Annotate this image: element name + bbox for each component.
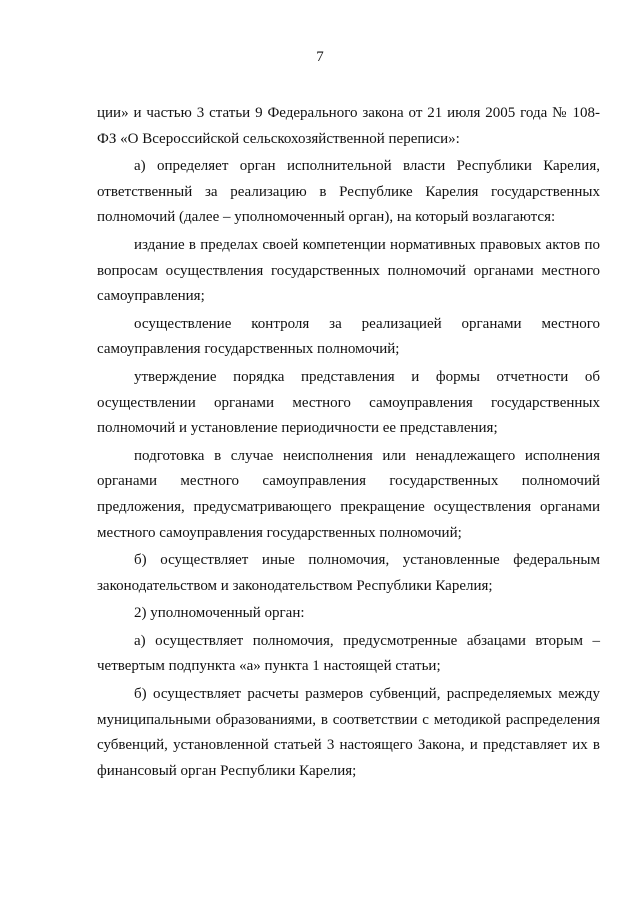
paragraph-duty-control: осуществление контроля за реализацией органами местного самоуправления государственных полномочий; [97, 315, 600, 358]
paragraph-continuation: ции» и частью 3 статьи 9 Федерального закона от 21 июля 2005 года № 108-ФЗ «О Всероссийской сельскохозяйственной переписи»: [97, 105, 600, 147]
paragraph-duty-reporting: утверждение порядка представления и формы отчетности об осуществлении органами местного самоуправления государственных полномочий и установление периодичности ее представления; [97, 368, 600, 437]
paragraph-duty-termination-proposal: подготовка в случае неисполнения или ненадлежащего исполнения органами местного самоуправления государственных полномочий предложения, предусматривающего прекращение осуществления органами местного самоуправления государственных полномочий; [97, 447, 600, 541]
paragraph-subitem-b-other-powers: б) осуществляет иные полномочия, установленные федеральным законодательством и законодательством Республики Карелия; [97, 552, 600, 594]
paragraph-subitem-a-determines-organ: а) определяет орган исполнительной власти Республики Карелия, ответственный за реализацию в Республике Карелия государственных полномочий (далее – уполномоченный орган), на который возлагаются: [97, 158, 600, 226]
document-body [97, 101, 600, 784]
paragraph-item-2-subitem-a: а) осуществляет полномочия, предусмотренные абзацами вторым – четвертым подпункта «а» пункта 1 настоящей статьи; [97, 632, 600, 675]
paragraph-item-2-authorized-organ: 2) уполномоченный орган: [134, 605, 305, 622]
page-number: 7 [316, 49, 324, 65]
paragraph-duty-normative-acts: издание в пределах своей компетенции нормативных правовых актов по вопросам осуществления государственных полномочий органами местного самоуправления; [97, 236, 600, 305]
paragraph-item-2-subitem-b: б) осуществляет расчеты размеров субвенций, распределяемых между муниципальными образованиями, в соответствии с методикой распределения субвенций, установленной статьей 3 настоящего Закона, и представляет их в финансовый орган Республики Карелия; [97, 686, 600, 779]
